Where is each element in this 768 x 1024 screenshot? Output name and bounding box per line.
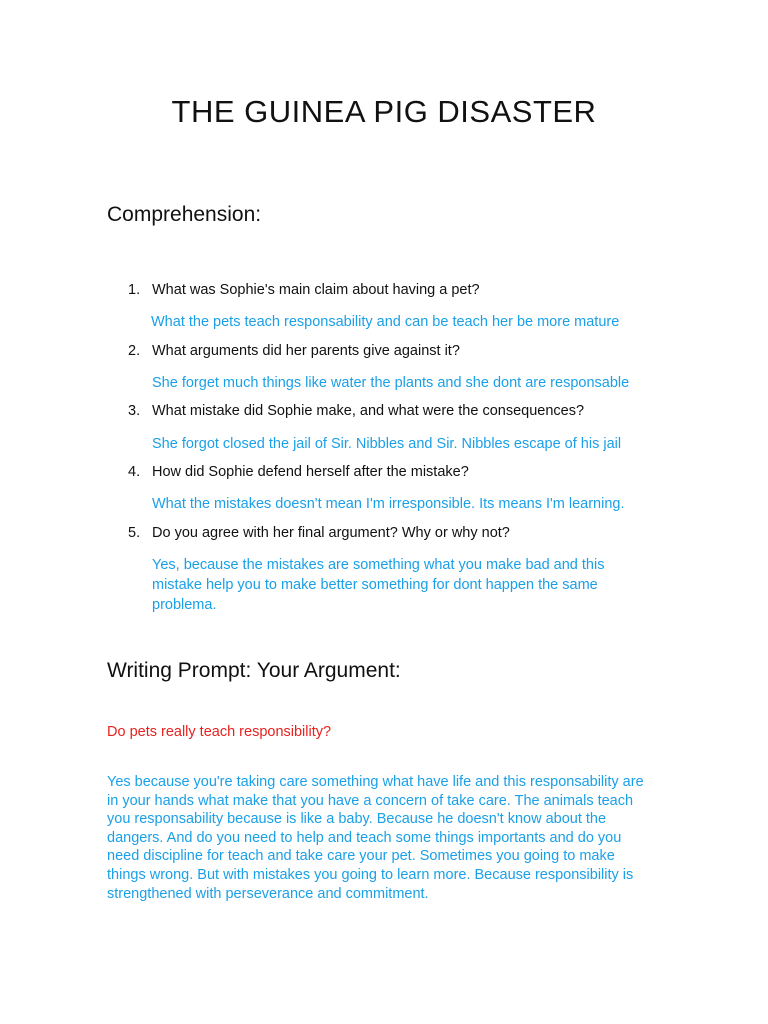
answer-1: What the pets teach responsability and can be teach her be more mature [151, 314, 620, 330]
answer-2: She forget much things like water the plants and she dont are responsable [152, 375, 630, 391]
question-4 [128, 464, 688, 480]
question-text: What mistake did Sophie make, and what were the consequences? [152, 403, 585, 419]
question-3 [128, 403, 688, 419]
document-title: THE GUINEA PIG DISASTER [171, 94, 597, 129]
answer-5: Yes, because the mistakes are something what you make bad and this mistake help you to make better something for dont happen the same problema. [152, 557, 605, 613]
question-1 [128, 282, 688, 298]
question-number: 4. [128, 464, 141, 480]
question-number: 3. [128, 403, 141, 419]
question-2 [128, 343, 688, 359]
question-5 [128, 525, 688, 541]
question-number: 2. [128, 343, 141, 359]
question-number: 5. [128, 525, 141, 541]
question-text: Do you agree with her final argument? Why or why not? [152, 525, 510, 541]
writing-prompt-question: Do pets really teach responsibility? [107, 724, 332, 740]
question-number: 1. [128, 282, 141, 298]
comprehension-heading: Comprehension: [107, 203, 262, 226]
answer-3: She forgot closed the jail of Sir. Nibbles and Sir. Nibbles escape of his jail [152, 436, 622, 452]
writing-answer: Yes because you're taking care something what have life and this responsability are in your hands what make that you have a concern of take care. The animals teach you responsability because is like a baby. Because he doesn't know about the dangers. And do you need to help and teach some things importants and do you need discipline for teach and take care your pet. Sometimes you going to make things wrong. But with mistakes you going to learn more. Because responsibility is strengthened with perseverance and commitment. [107, 774, 644, 902]
writing-prompt-heading: Writing Prompt: Your Argument: [107, 659, 401, 682]
answer-4: What the mistakes doesn't mean I'm irresponsible. Its means I'm learning. [152, 496, 625, 512]
question-text: What arguments did her parents give against it? [152, 343, 460, 359]
question-text: How did Sophie defend herself after the mistake? [152, 464, 469, 480]
question-text: What was Sophie's main claim about having a pet? [152, 282, 480, 298]
